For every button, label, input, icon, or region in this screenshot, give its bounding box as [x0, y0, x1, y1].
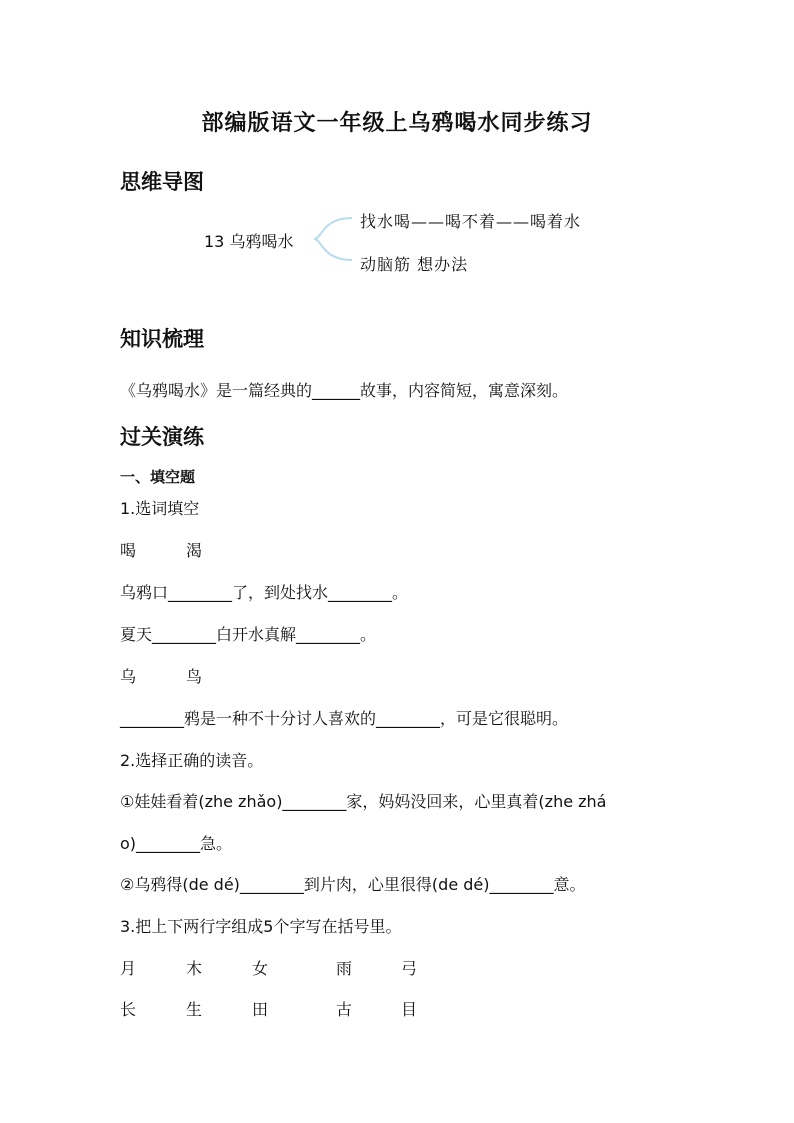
- knowledge-heading: 知识梳理: [120, 327, 204, 351]
- q2-title: 2.选择正确的读音。: [120, 751, 264, 770]
- q1-word-2: 渴: [186, 541, 203, 560]
- q1-word-1: 喝: [120, 541, 137, 560]
- q3-row2-char: 长: [120, 1000, 137, 1019]
- section-fill-blank: 一、填空题: [120, 468, 196, 486]
- practice-heading: 过关演练: [120, 425, 204, 449]
- q1-sentence-1: 乌鸦口________了，到处找水________。: [120, 583, 409, 602]
- q3-row1-char: 女: [252, 959, 269, 978]
- q1-word-3: 乌: [120, 667, 137, 686]
- q1-title: 1.选词填空: [120, 499, 200, 518]
- q3-row1-char: 弓: [401, 959, 418, 978]
- mindmap-brace: [312, 208, 362, 270]
- q2-line-2: o)________急。: [120, 834, 233, 853]
- q3-row1-char: 木: [186, 959, 203, 978]
- q3-row1-char: 月: [120, 959, 137, 978]
- page-title: 部编版语文一年级上乌鸦喝水同步练习: [201, 111, 593, 136]
- q3-row2-char: 田: [252, 1000, 269, 1019]
- mindmap-branch-1: 找水喝——喝不着——喝着水: [360, 212, 582, 231]
- q1-sentence-2: 夏天________白开水真解________。: [120, 625, 377, 644]
- knowledge-text: 《乌鸦喝水》是一篇经典的______故事，内容简短，寓意深刻。: [120, 381, 569, 400]
- q2-line-3: ②乌鸦得(de dé)________到片肉，心里很得(de dé)________意。: [120, 875, 586, 894]
- q1-sentence-3: ________鸦是一种不十分讨人喜欢的________，可是它很聪明。: [120, 709, 569, 728]
- mindmap-heading: 思维导图: [120, 170, 204, 194]
- mindmap-root: 13 乌鸦喝水: [204, 232, 294, 251]
- q1-word-4: 鸟: [186, 667, 203, 686]
- q3-title: 3.把上下两行字组成5个字写在括号里。: [120, 917, 402, 936]
- q3-row2-char: 古: [336, 1000, 353, 1019]
- mindmap-branch-2: 动脑筋 想办法: [360, 255, 469, 274]
- q2-line-1: ①娃娃看着(zhe zhǎo)________家，妈妈没回来，心里真着(zhe zhá: [120, 792, 607, 811]
- q3-row2-char: 目: [401, 1000, 418, 1019]
- q3-row1-char: 雨: [336, 959, 353, 978]
- q3-row2-char: 生: [186, 1000, 203, 1019]
